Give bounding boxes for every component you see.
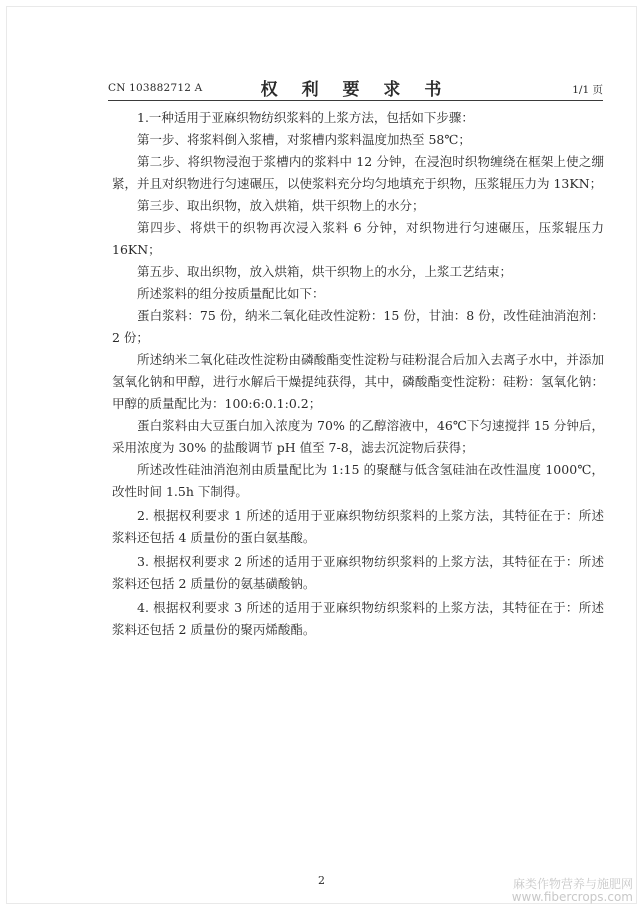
watermark-site-name: 麻类作物营养与施肥网 xyxy=(512,877,633,891)
page-count: 1/1 页 xyxy=(572,84,603,96)
patent-number: CN 103882712 A xyxy=(108,82,203,94)
claim-4: 4. 根据权利要求 3 所述的适用于亚麻织物纺织浆料的上浆方法，其特征在于：所述浆料还包括 2 质量份的聚丙烯酸酯。 xyxy=(112,600,604,637)
modified-starch-description: 所述纳米二氧化硅改性淀粉由磷酸酯变性淀粉与硅粉混合后加入去离子水中，并添加氢氧化钠和甲醇，进行水解后干燥提纯获得，其中，磷酸酯变性淀粉：硅粉：氢氧化钠：甲醇的质量配比为：100:6:0.1:0.2； xyxy=(112,352,604,411)
protein-size-description: 蛋白浆料由大豆蛋白加入浓度为 70% 的乙醇溶液中，46℃下匀速搅拌 15 分钟后，采用浓度为 30% 的盐酸调节 pH 值至 7-8，滤去沉淀物后获得； xyxy=(112,418,604,455)
step-2: 第二步、将织物浸泡于浆槽内的浆料中 12 分钟，在浸泡时织物缠绕在框架上使之绷紧，并且对织物进行匀速碾压，以使浆料充分均匀地填充于织物，压浆辊压力为 13KN； xyxy=(112,154,604,191)
document-title: 权 利 要 求 书 xyxy=(260,80,451,100)
claim-1-intro: 1.一种适用于亚麻织物纺织浆料的上浆方法，包括如下步骤： xyxy=(137,110,474,125)
header-divider xyxy=(108,100,603,101)
step-3: 第三步、取出织物，放入烘箱，烘干织物上的水分； xyxy=(137,198,425,213)
claim-2: 2. 根据权利要求 1 所述的适用于亚麻织物纺织浆料的上浆方法，其特征在于：所述浆料还包括 4 质量份的蛋白氨基酸。 xyxy=(112,508,604,545)
claim-3: 3. 根据权利要求 2 所述的适用于亚麻织物纺织浆料的上浆方法，其特征在于：所述浆料还包括 2 质量份的氨基磺酸钠。 xyxy=(112,554,604,591)
page-number: 2 xyxy=(318,874,325,887)
claims-body xyxy=(112,107,604,641)
composition-intro: 所述浆料的组分按质量配比如下： xyxy=(137,286,325,301)
defoamer-description: 所述改性硅油消泡剂由质量配比为 1:15 的聚醚与低含氢硅油在改性温度 1000℃，改性时间 1.5h 下制得。 xyxy=(112,462,604,499)
step-1: 第一步、将浆料倒入浆槽，对浆槽内浆料温度加热至 58℃； xyxy=(137,132,471,147)
site-watermark xyxy=(512,878,633,904)
watermark-url: www.fibercrops.com xyxy=(511,890,633,904)
composition-ratios: 蛋白浆料：75 份，纳米二氧化硅改性淀粉：15 份，甘油：8 份，改性硅油消泡剂：2 份； xyxy=(112,308,604,345)
document-header xyxy=(108,75,603,99)
step-4: 第四步、将烘干的织物再次浸入浆料 6 分钟，对织物进行匀速碾压，压浆辊压力 16KN； xyxy=(112,220,604,257)
step-5: 第五步、取出织物，放入烘箱，烘干织物上的水分，上浆工艺结束； xyxy=(137,264,513,279)
